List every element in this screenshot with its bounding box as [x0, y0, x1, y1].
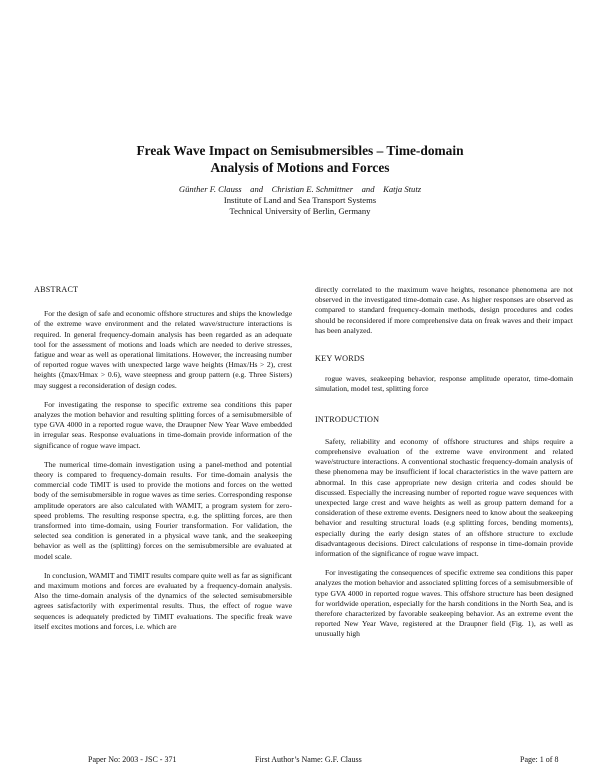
left-column	[34, 285, 292, 641]
affiliation-line-1: Institute of Land and Sea Transport Systems	[223, 195, 377, 205]
keywords-heading: KEY WORDS	[315, 354, 365, 364]
intro-paragraph-1: Safety, reliability and economy of offshore structures and ships require a comprehensive evaluation of the extreme wave environment and related wave/structure interactions. A conventional stochastic frequency-domain analysis of these phenomena may be insufficient if local characteristics in the wave pattern are abnormal. In this case appropriate new design criteria and codes should be discussed. Especially the increasing number of reported rogue wave sequences with unexpected large crest and wave heights as well as group pattern demand for a consideration of these extreme events. Designers need to know about the seakeeping behavior and resulting structural loads (e.g splitting forces, bending moments), especially during the early design states of an offshore structure to exclude disadvantageous decisions. Direct calculations of response in time-domain provide information of the significance of rogue wave impact.	[315, 436, 573, 559]
keywords-text: rogue waves, seakeeping behavior, response amplitude operator, time-domain simulation, model test, splitting force	[315, 374, 573, 394]
abstract-continuation: directly correlated to the maximum wave heights, resonance phenomena are not observed in the investigated time-domain case. As higher responses are observed as compared to standard frequency-domain methods, design procedures and codes should be reconsidered if more comprehensive data on freak waves and their impact has been analyzed.	[315, 285, 573, 335]
intro-paragraph-2: For investigating the consequences of specific extreme sea conditions this paper analyzes the motion behavior and associated splitting forces of a semisubmersible of type GVA 4000 in reported rogue waves. This offshore structure has been designed for worldwide operation, especially for the harsh conditions in the North Sea, and is therefore characterized by favorable seakeeping behavior. As an extreme event the reported New Year Wave, registered at the Draupner field (Fig. 1), as well as unusually high	[315, 568, 573, 639]
page-footer	[0, 755, 600, 767]
introduction-heading: INTRODUCTION	[315, 414, 380, 424]
affiliation-line-2: Technical University of Berlin, Germany	[229, 206, 371, 216]
footer-paper-no: Paper No: 2003 - JSC - 371	[88, 755, 177, 764]
footer-page-number: Page: 1 of 8	[520, 755, 559, 764]
abstract-paragraph-4: In conclusion, WAMIT and TiMIT results compare quite well as far as significant and maximum motions and forces are evaluated by a frequency-domain analysis. Also the time-domain analysis of the dynamics of the selected semisubmersible agrees satisfactorily with experimental results. Thus, the effect of rogue wave sequences is adequately predicted by TiMIT evaluations. The specific freak wave itself excites motions and forces, i.e. which are	[34, 570, 292, 631]
author-names: Günther F. Clauss and Christian E. Schmittner and Katja Stutz	[178, 184, 422, 194]
abstract-paragraph-2: For investigating the response to specific extreme sea conditions this paper analyzes the motion behavior and resulting splitting forces of a semisubmersible of type GVA 4000 in a reported rogue wave, the Draupner New Year Wave embedded in irregular seas. Response evaluations in time-domain provide information of the significance of rogue wave impact.	[34, 399, 292, 450]
author-block	[0, 184, 600, 217]
abstract-paragraph-3: The numerical time-domain investigation using a panel-method and potential theory is compared to frequency-domain results. For time-domain analysis the commercial code TiMIT is used to provide the motions and forces on the wetted body of the semisubmersible in rogue waves as time series. Corresponding response amplitude operators are also calculated with WAMIT, a program system for zero-speed problems. The resulting response spectra, e.g. the splitting forces, are then transformed into time-domain, using Fourier transformation. For validation, the selected sea condition is generated in a physical wave tank, and the seakeeping behavior as well as the (splitting) forces on the semisubmersible are evaluated at model scale.	[34, 459, 292, 561]
footer-first-author: First Author’s Name: G.F. Clauss	[255, 755, 362, 764]
abstract-heading: ABSTRACT	[34, 285, 79, 294]
title-line-2: Analysis of Motions and Forces	[210, 160, 390, 175]
title-line-1: Freak Wave Impact on Semisubmersibles – Time-domain	[136, 143, 464, 158]
paper-title	[0, 142, 600, 176]
right-column	[315, 285, 573, 649]
abstract-paragraph-1: For the design of safe and economic offshore structures and ships the knowledge of the extreme wave environment and the related wave/structure interactions is required. In general frequency-domain analysis has been regarded as an adequate tool for the assessment of motions and loads which are needed to derive stresses, fatigue and wear as well as operational limitations. However, the increasing number of reported rogue waves with unexpected large wave heights (Hmax/Hs > 2), crest heights (ζmax/Hmax > 0.6), wave steepness and group pattern (e.g. Three Sisters) may suggest a reconsideration of design codes.	[34, 309, 292, 390]
